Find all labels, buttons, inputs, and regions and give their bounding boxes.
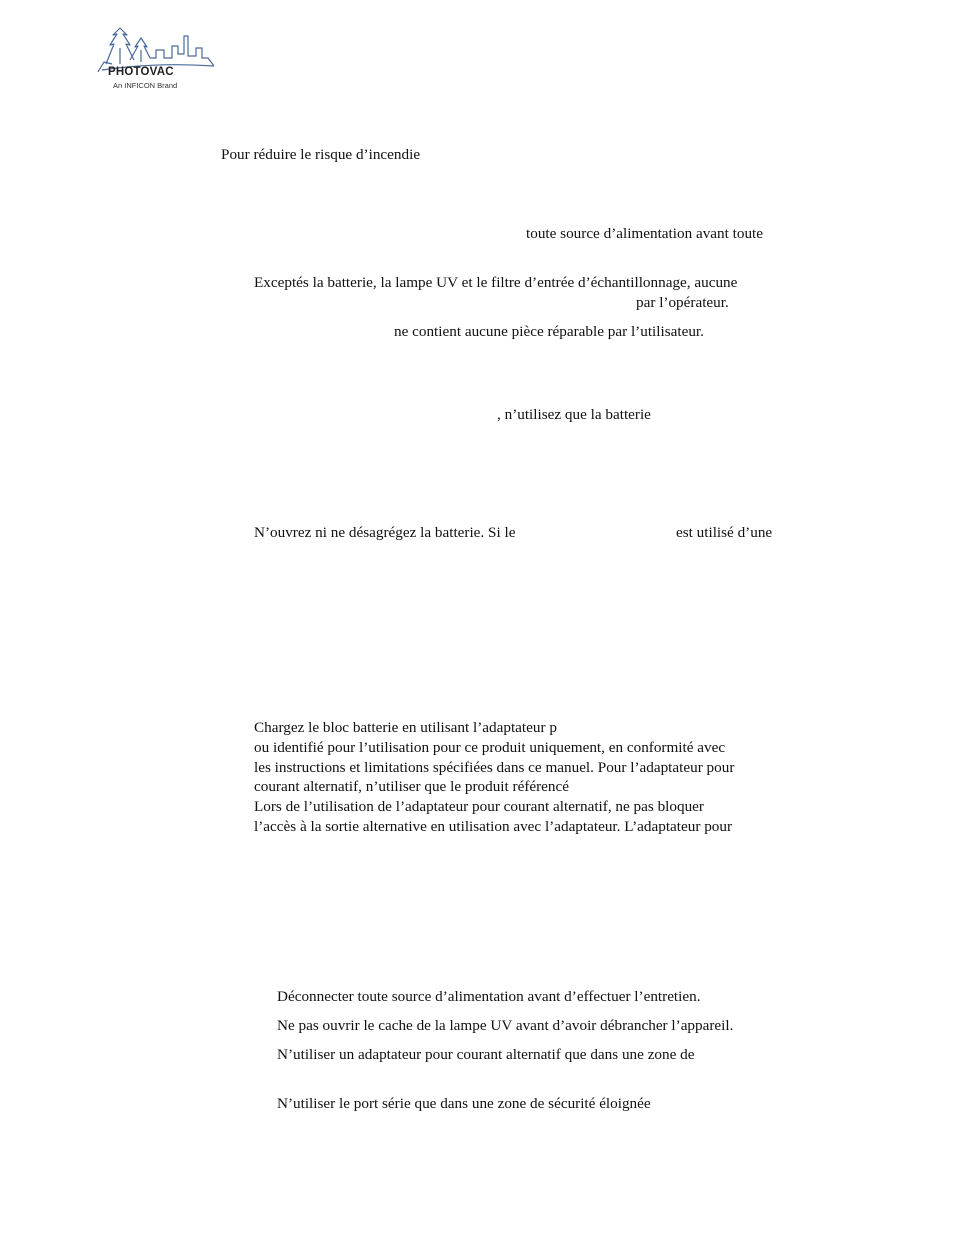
parts-line-3: ne contient aucune pièce réparable par l’utilisateur.: [394, 323, 704, 340]
safety-item: N’utiliser le port série que dans une zone de sécurité éloignée: [277, 1095, 651, 1112]
power-disconnect-fragment: toute source d’alimentation avant toute: [526, 225, 764, 242]
photovac-logo: [96, 26, 220, 92]
battery-open-text-b: est utilisé d’une: [676, 524, 773, 541]
charge-line: les instructions et limitations spécifiées dans ce manuel. Pour l’adaptateur pour: [254, 759, 735, 776]
safety-item: Déconnecter toute source d’alimentation avant d’effectuer l’entretien.: [277, 988, 701, 1005]
charge-line: l’accès à la sortie alternative en utilisation avec l’adaptateur. L’adaptateur pour: [254, 818, 733, 835]
brand-name: PHOTOVAC: [108, 66, 174, 78]
charge-line: Chargez le bloc batterie en utilisant l’adaptateur p: [254, 719, 557, 736]
charge-line: courant alternatif, n’utiliser que le produit référencé: [254, 778, 569, 795]
parts-line-1: Exceptés la batterie, la lampe UV et le filtre d’entrée d’échantillonnage, aucune: [254, 274, 738, 291]
battery-use-text: , n’utilisez que la batterie: [497, 406, 651, 423]
brand-tagline: An INFICON Brand: [113, 81, 178, 90]
charge-line: Lors de l’utilisation de l’adaptateur pour courant alternatif, ne pas bloquer: [254, 798, 704, 815]
intro-text: Pour réduire le risque d’incendie: [221, 146, 421, 163]
battery-open-text-a: N’ouvrez ni ne désagrégez la batterie. Si le: [254, 524, 516, 541]
charge-line: ou identifié pour l’utilisation pour ce produit uniquement, en conformité avec: [254, 739, 726, 756]
safety-item: Ne pas ouvrir le cache de la lampe UV avant d’avoir débrancher l’appareil.: [277, 1017, 734, 1034]
safety-item: N’utiliser un adaptateur pour courant alternatif que dans une zone de: [277, 1046, 695, 1063]
parts-line-2: par l’opérateur.: [636, 294, 729, 311]
